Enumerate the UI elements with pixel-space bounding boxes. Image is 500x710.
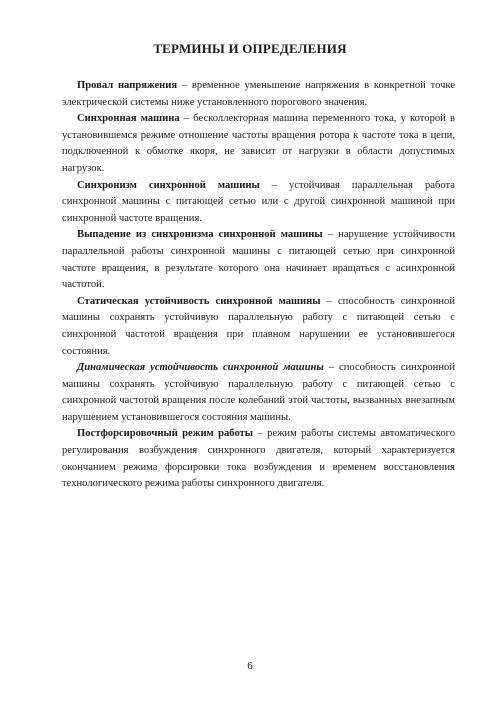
term-separator: – — [323, 362, 340, 374]
term-separator: – — [320, 295, 338, 307]
term-definition: способность синхронной машины сохранять устойчивую параллельную работу с питающей сетью с синхронной частотой вращения при плавном нарушении ее установившегося состояния. — [62, 295, 455, 357]
term-separator: – — [179, 113, 194, 125]
term-definition: бесколлекторная машина переменного тока, у которой в установившемся режиме отношение частоты вращения ротора к частоте тока в цепи, подключенной к обмотке якоря, не зависит от нагрузки в области допустимых нагрузок. — [62, 113, 455, 174]
term-name: Выпадение из синхронизма синхронной машины — [77, 229, 323, 241]
term-definition: способность синхронной машины сохранять устойчивую параллельную работу с питающей сетью с синхронной частотой вращения после колебаний этой частоты, вызванных внезапным нарушением установившегося состояния машины. — [62, 362, 455, 423]
term-name: Синхронная машина — [77, 113, 180, 125]
page-number: 6 — [247, 660, 253, 672]
page-title: ТЕРМИНЫ И ОПРЕДЕЛЕНИЯ — [153, 41, 347, 56]
term-separator: – — [322, 229, 339, 241]
term-loss-of-synchronism — [62, 227, 455, 293]
term-synchronism — [62, 178, 455, 228]
term-definition: режим работы системы автоматического регулирования возбуждения синхронного двигателя, который характеризуется окончанием режима форсировки тока возбуждения и временем восстановления технологического режима работы синхронного двигателя. — [62, 428, 456, 490]
term-separator: – — [259, 179, 290, 191]
term-post-forcing-mode — [62, 426, 455, 492]
term-separator: – — [177, 80, 192, 91]
term-name: Провал напряжения — [77, 80, 178, 91]
term-name: Постфорсировочный режим работы — [77, 428, 254, 440]
term-name: Статическая устойчивость синхронной машины — [77, 295, 321, 307]
term-name: Динамическая устойчивость синхронной машины — [77, 362, 324, 374]
term-definition: устойчивая параллельная работа синхронной машины с питающей сетью или с другой синхронной машиной при синхронной частоте вращения. — [62, 179, 455, 224]
terms-list — [62, 78, 455, 493]
term-static-stability — [62, 294, 455, 360]
term-name: Синхронизм синхронной машины — [77, 179, 260, 191]
term-dynamic-stability — [62, 360, 455, 426]
term-synchronous-machine — [62, 111, 455, 177]
term-definition: временное уменьшение напряжения в конкретной точке электрической системы ниже установленного порогового значения. — [62, 80, 456, 108]
term-separator: – — [253, 428, 268, 440]
term-voltage-dip — [62, 78, 455, 111]
term-definition: нарушение устойчивости параллельной работы синхронной машины с питающей сетью при синхронной частоте вращения, в результате которого она начинает вращаться с асинхронной частотой. — [62, 229, 455, 291]
